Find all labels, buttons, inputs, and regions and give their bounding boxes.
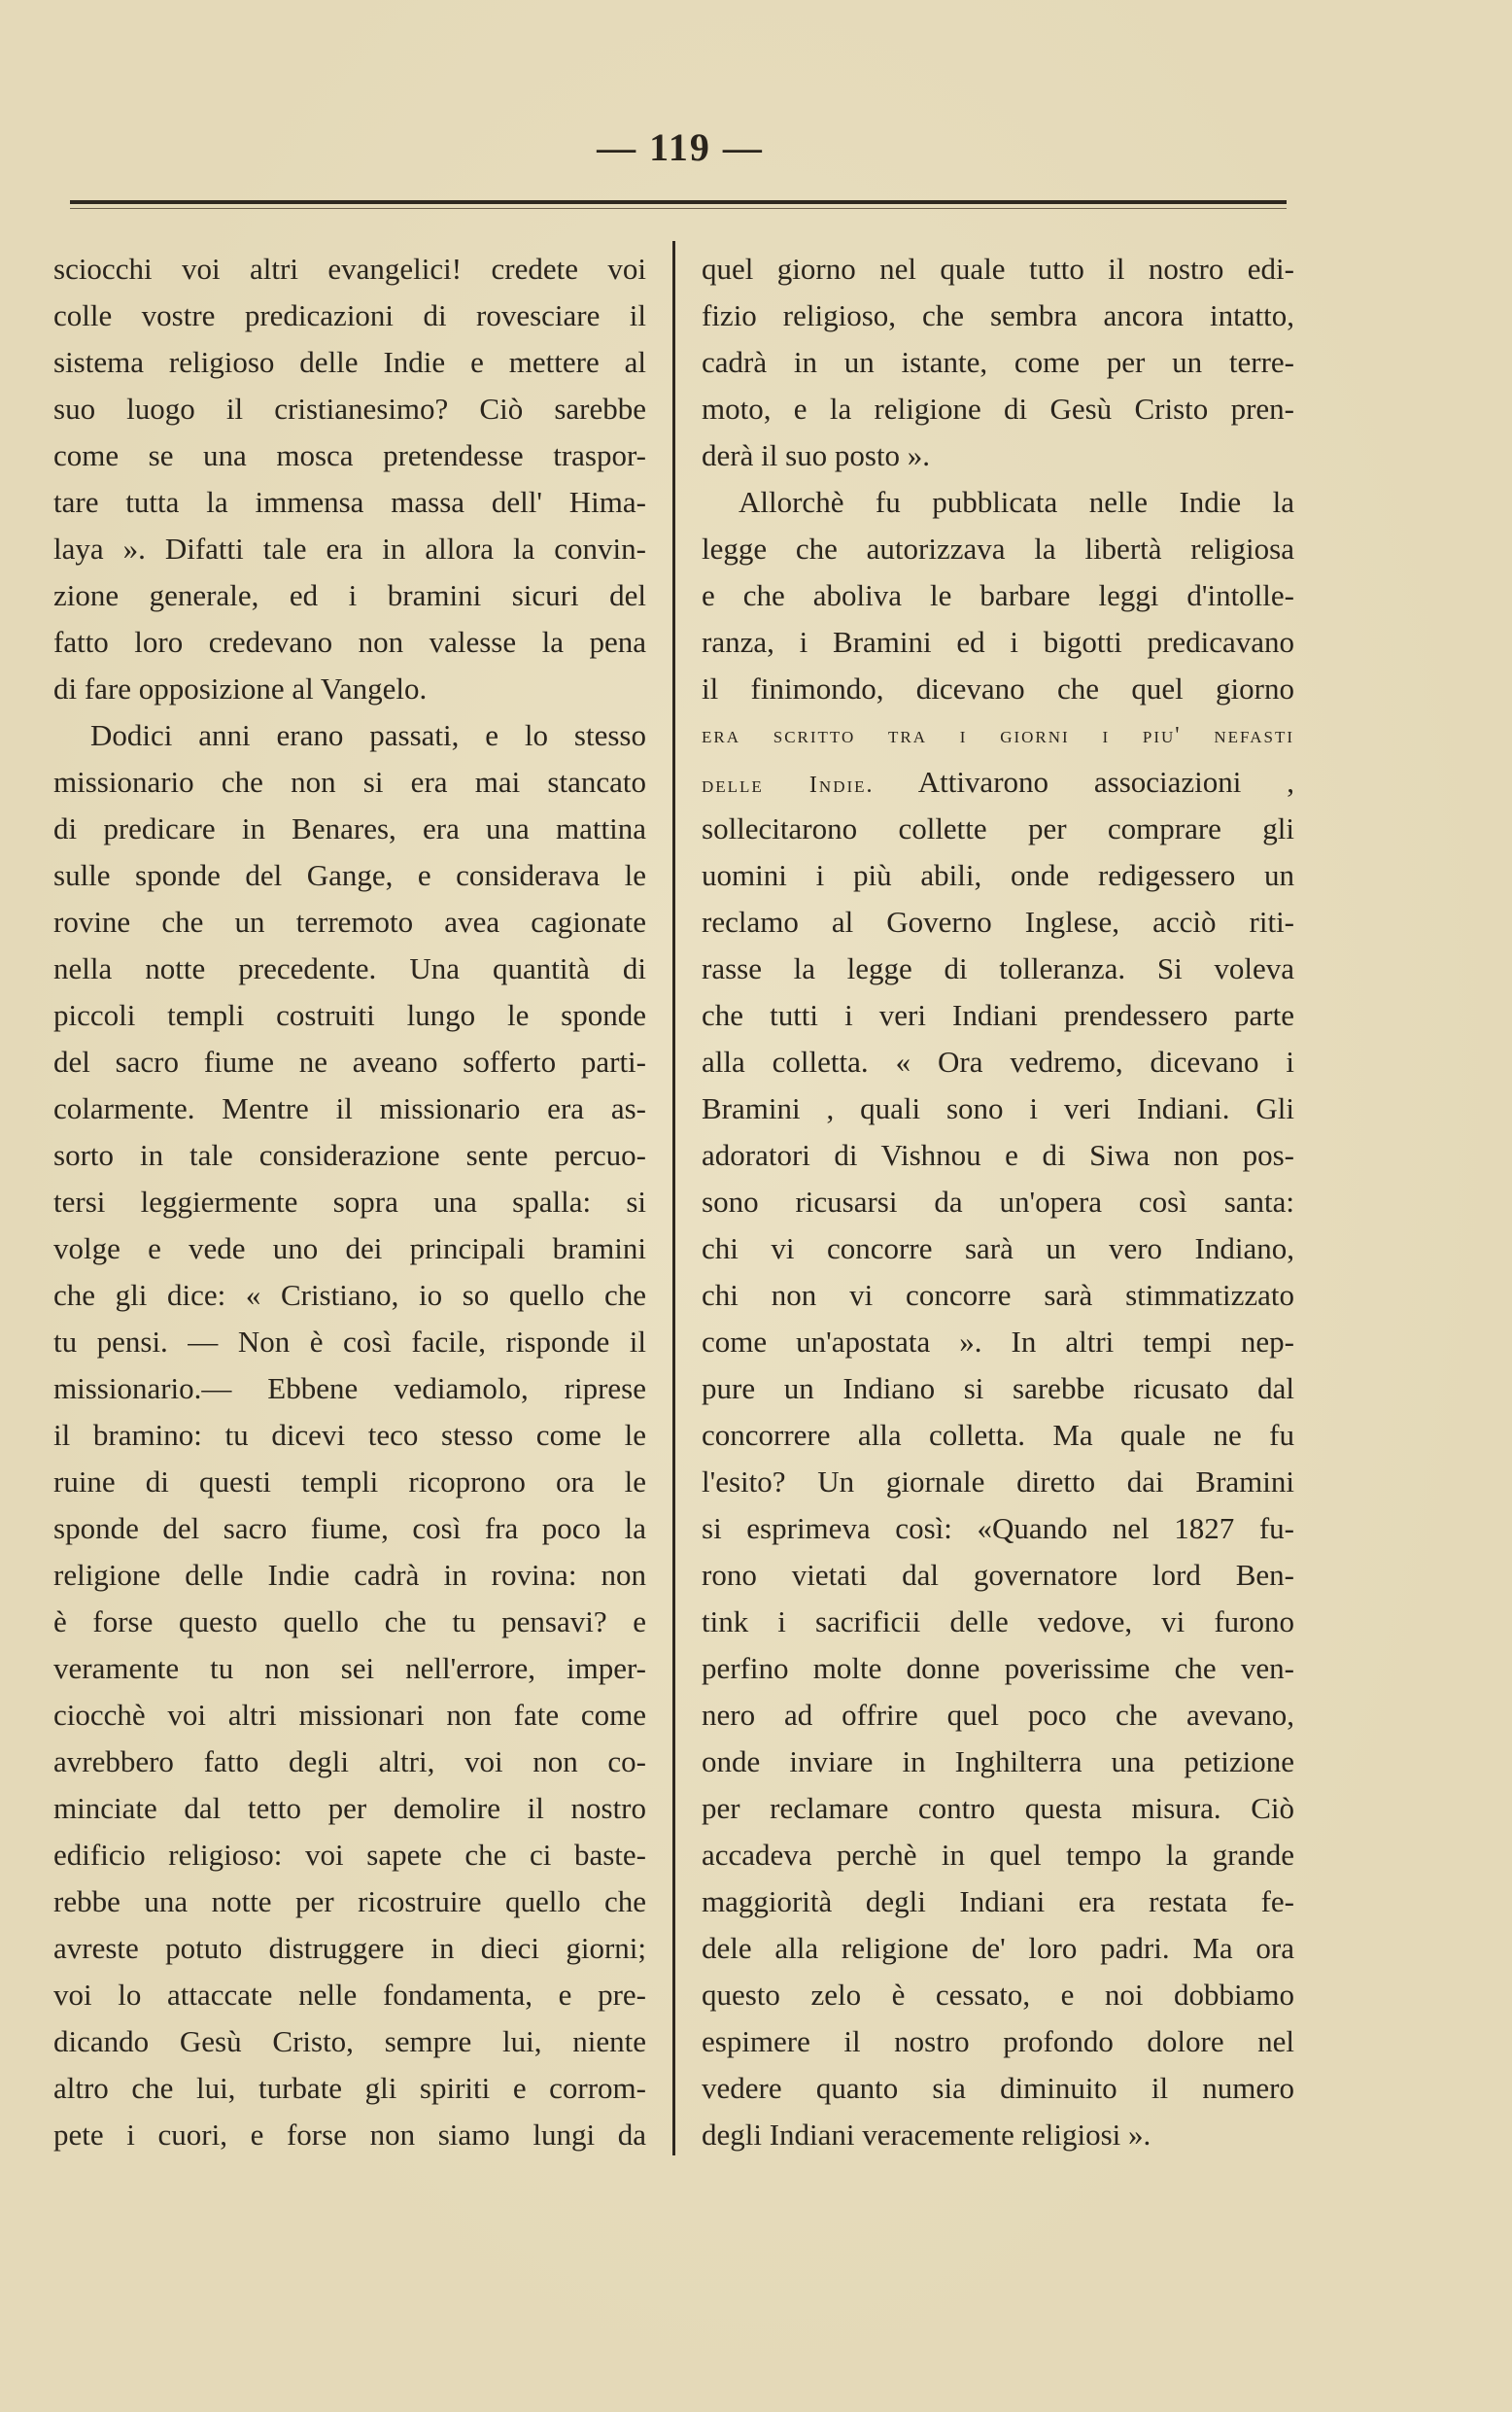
right-column-line: nero ad offrire quel poco che avevano,: [702, 1698, 1294, 1732]
left-column-line: zione generale, ed i bramini sicuri del: [53, 578, 646, 612]
mixed-line: [702, 759, 1294, 806]
left-column-line: di fare opposizione al Vangelo.: [53, 672, 428, 706]
left-column-line: religione delle Indie cadrà in rovina: non: [53, 1558, 646, 1592]
right-column-line: questo zelo è cessato, e noi dobbiamo: [702, 1978, 1294, 2012]
left-column-line: ciocchè voi altri missionari non fate come: [53, 1698, 646, 1732]
left-column-line: volge e vede uno dei principali bramini: [53, 1231, 646, 1265]
smallcaps-line: era scritto tra i giorni i piu' nefasti: [702, 723, 1294, 748]
left-column-line: piccoli templi costruiti lungo le sponde: [53, 998, 646, 1032]
right-column-line: si esprimeva così: «Quando nel 1827 fu-: [702, 1511, 1294, 1545]
right-text-column: [702, 246, 1294, 2158]
left-column-line: avreste potuto distruggere in dieci giorni;: [53, 1931, 646, 1965]
column-divider: [672, 241, 675, 2155]
right-column-line: chi vi concorre sarà un vero Indiano,: [702, 1231, 1294, 1265]
left-column-line: altro che lui, turbate gli spiriti e corrom-: [53, 2071, 646, 2105]
right-column-line: legge che autorizzava la libertà religiosa: [702, 532, 1294, 566]
right-column-line: sollecitarono collette per comprare gli: [702, 811, 1294, 845]
right-column-line: rono vietati dal governatore lord Ben-: [702, 1558, 1294, 1592]
right-column-line: accadeva perchè in quel tempo la grande: [702, 1838, 1294, 1872]
right-column-line: vedere quanto sia diminuito il numero: [702, 2071, 1294, 2105]
left-column-line: dicando Gesù Cristo, sempre lui, niente: [53, 2024, 646, 2058]
left-column-line: tare tutta la immensa massa dell' Hima-: [53, 485, 646, 519]
left-column-line: sciocchi voi altri evangelici! credete voi: [53, 252, 646, 286]
right-column-line: l'esito? Un giornale diretto dai Bramini: [702, 1464, 1294, 1499]
left-column-line: di predicare in Benares, era una mattina: [53, 811, 646, 845]
left-column-line: missionario che non si era mai stancato: [53, 765, 646, 799]
right-column-line: chi non vi concorre sarà stimmatizzato: [702, 1278, 1294, 1312]
right-column-line: pure un Indiano si sarebbe ricusato dal: [702, 1371, 1294, 1405]
right-column-line: tink i sacrificii delle vedove, vi furono: [702, 1604, 1294, 1638]
left-column-line: sulle sponde del Gange, e considerava le: [53, 858, 646, 892]
right-column-line: il finimondo, dicevano che quel giorno: [702, 672, 1294, 706]
right-column-line: Bramini , quali sono i veri Indiani. Gli: [702, 1091, 1294, 1125]
left-column-line: rovine che un terremoto avea cagionate: [53, 905, 646, 939]
left-column-line: rebbe una notte per ricostruire quello che: [53, 1884, 646, 1918]
left-column-line: veramente tu non sei nell'errore, imper-: [53, 1651, 646, 1685]
left-column-line: il bramino: tu dicevi teco stesso come le: [53, 1418, 646, 1452]
page-number: — 119 —: [597, 125, 764, 169]
left-column-line: colle vostre predicazioni di rovesciare il: [53, 298, 646, 332]
left-column-line: che gli dice: « Cristiano, io so quello che: [53, 1278, 646, 1312]
right-column-line: fizio religioso, che sembra ancora intatto,: [702, 298, 1294, 332]
left-column-line: sponde del sacro fiume, così fra poco la: [53, 1511, 646, 1545]
left-text-column: [53, 246, 646, 2158]
left-column-line: edificio religioso: voi sapete che ci baste-: [53, 1838, 646, 1872]
left-column-line: missionario.— Ebbene vediamolo, riprese: [53, 1371, 646, 1405]
right-column-line: quel giorno nel quale tutto il nostro edi-: [702, 252, 1294, 286]
right-column-line: reclamo al Governo Inglese, acciò riti-: [702, 905, 1294, 939]
right-column-line: concorrere alla colletta. Ma quale ne fu: [702, 1418, 1294, 1452]
right-column-line: dele alla religione de' loro padri. Ma ora: [702, 1931, 1294, 1965]
right-column-line: perfino molte donne poverissime che ven-: [702, 1651, 1294, 1685]
right-column-line: ranza, i Bramini ed i bigotti predicavano: [702, 625, 1294, 659]
left-column-line: voi lo attaccate nelle fondamenta, e pre-: [53, 1978, 646, 2012]
left-column-line: pete i cuori, e forse non siamo lungi da: [53, 2118, 646, 2152]
left-column-line: avrebbero fatto degli altri, voi non co-: [53, 1744, 646, 1778]
header-rule-thin: [70, 208, 1287, 209]
right-column-line: che tutti i veri Indiani prendessero parte: [702, 998, 1294, 1032]
right-column-line: derà il suo posto ».: [702, 438, 931, 472]
right-column-line: espimere il nostro profondo dolore nel: [702, 2024, 1294, 2058]
left-column-line: Dodici anni erano passati, e lo stesso: [90, 718, 646, 752]
left-column-line: tu pensi. — Non è così facile, risponde il: [53, 1325, 646, 1359]
smallcaps-fragment: delle Indie.: [702, 773, 875, 798]
left-column-line: nella notte precedente. Una quantità di: [53, 951, 646, 985]
left-column-line: è forse questo quello che tu pensavi? e: [53, 1604, 646, 1638]
left-column-line: come se una mosca pretendesse traspor-: [53, 438, 646, 472]
text-fragment: Attivarono associazioni ,: [917, 765, 1295, 799]
left-column-line: sistema religioso delle Indie e mettere al: [53, 345, 646, 379]
right-column-line: moto, e la religione di Gesù Cristo pren-: [702, 392, 1294, 426]
right-column-line: cadrà in un istante, come per un terre-: [702, 345, 1294, 379]
left-column-line: tersi leggiermente sopra una spalla: si: [53, 1185, 646, 1219]
left-column-line: ruine di questi templi ricoprono ora le: [53, 1464, 646, 1499]
left-column-line: laya ». Difatti tale era in allora la convin-: [53, 532, 646, 566]
right-column-line: onde inviare in Inghilterra una petizione: [702, 1744, 1294, 1778]
left-column-line: colarmente. Mentre il missionario era as-: [53, 1091, 646, 1125]
right-column-line: degli Indiani veracemente religiosi ».: [702, 2118, 1151, 2152]
header-rule: [70, 200, 1287, 204]
right-column-line: sono ricusarsi da un'opera così santa:: [702, 1185, 1294, 1219]
right-column-line: uomini i più abili, onde redigessero un: [702, 858, 1294, 892]
right-column-line: alla colletta. « Ora vedremo, dicevano i: [702, 1045, 1294, 1079]
right-column-line: rasse la legge di tolleranza. Si voleva: [702, 951, 1294, 985]
right-column-line: maggiorità degli Indiani era restata fe-: [702, 1884, 1294, 1918]
left-column-line: del sacro fiume ne aveano sofferto parti-: [53, 1045, 646, 1079]
left-column-line: minciate dal tetto per demolire il nostro: [53, 1791, 646, 1825]
left-column-line: sorto in tale considerazione sente percuo-: [53, 1138, 646, 1172]
left-column-line: suo luogo il cristianesimo? Ciò sarebbe: [53, 392, 646, 426]
right-column-line: come un'apostata ». In altri tempi nep-: [702, 1325, 1294, 1359]
right-column-line: e che aboliva le barbare leggi d'intolle-: [702, 578, 1294, 612]
right-column-line: adoratori di Vishnou e di Siwa non pos-: [702, 1138, 1294, 1172]
right-column-line: Allorchè fu pubblicata nelle Indie la: [739, 485, 1294, 519]
left-column-line: fatto loro credevano non valesse la pena: [53, 625, 646, 659]
right-column-line: per reclamare contro questa misura. Ciò: [702, 1791, 1294, 1825]
